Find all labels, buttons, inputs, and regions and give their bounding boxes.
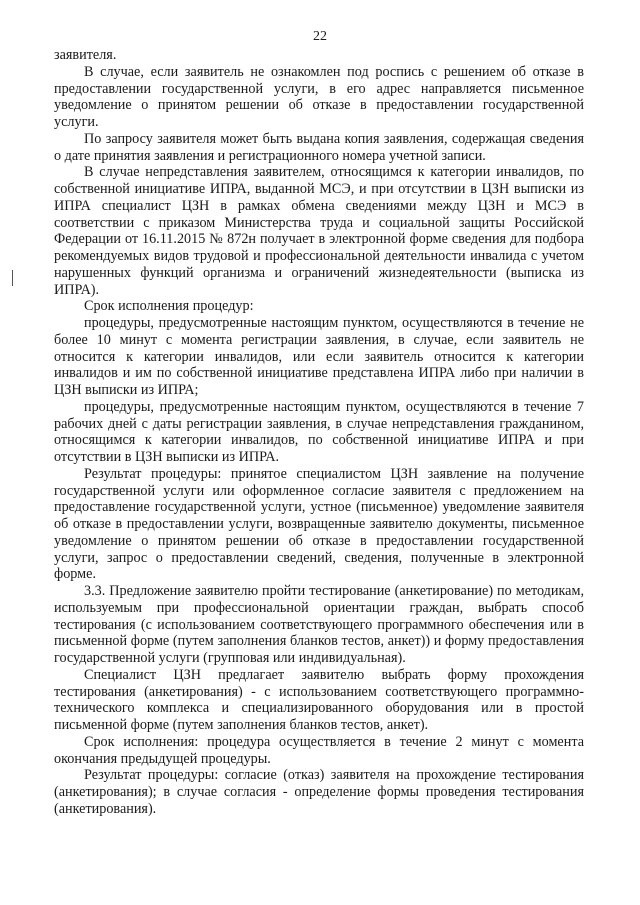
paragraph-refusal-notice: В случае, если заявитель не ознакомлен под роспись с решением об отказе в предоставлении государственной услуги, в его адрес направляется письменное уведомление о принятом решении об отказе в предоставлении государственной услуги. [54, 63, 584, 130]
paragraph-section-3-3: 3.3. Предложение заявителю пройти тестирование (анкетирование) по методикам, используемым при профессиональной ориентации граждан, выбрать способ тестирования (с использованием соответствующего программного обеспечения или в письменной форме (путем заполнения бланков тестов, анкет)) и форму предоставления государственной услуги (групповая или индивидуальная). [54, 583, 584, 666]
margin-mark [12, 270, 13, 286]
page-number: 22 [313, 29, 327, 44]
paragraph-deadline-10min: процедуры, предусмотренные настоящим пунктом, осуществляются в течение не более 10 минут с момента регистрации заявления, в случае, если заявитель не относится к категории инвалидов, или если заявитель относится к категории инвалидов и им по собственной инициативе представлена ИПРА либо при наличии в ЦЗН выписки из ИПРА; [54, 315, 584, 398]
paragraph-final-result: Результат процедуры: согласие (отказ) заявителя на прохождение тестирования (анкетирования); в случае согласия - определение формы проведения тестирования (анкетирования). [54, 767, 584, 817]
paragraph-continuation: заявителя. [54, 47, 117, 63]
paragraph-deadline-7days: процедуры, предусмотренные настоящим пунктом, осуществляются в течение 7 рабочих дней с даты регистрации заявления, в случае непредставления гражданином, относящимся к категории инвалидов, по собственной инициативе ИПРА и при отсутствии в ЦЗН выписки из ИПРА. [54, 398, 584, 465]
paragraph-result: Результат процедуры: принятое специалистом ЦЗН заявление на получение государственной услуги или оформленное согласие заявителя с предложением на предоставление государственной услуги, устное (письменное) уведомление заявителя об отказе в предоставлении услуги, возвращенные заявителю документы, письменное уведомление о принятом решении об отказе в предоставлении государственной услуги, запрос о предоставлении сведений, сведения, полученные в электронной форме. [54, 465, 584, 583]
paragraph-form-choice: Специалист ЦЗН предлагает заявителю выбрать форму прохождения тестирования (анкетирования) - с использованием соответствующего программно-технического комплекса и специализированного оборудования или в простой письменной форме (путем заполнения бланков тестов, анкет). [54, 666, 584, 733]
paragraph-ipra: В случае непредставления заявителем, относящимся к категории инвалидов, по собственной инициативе ИПРА, выданной МСЭ, и при отсутствии в ЦЗН выписки из ИПРА специалист ЦЗН в рамках обмена сведениями между ЦЗН и МСЭ в соответствии с приказом Министерства труда и социальной защиты Российской Федерации от 16.11.2015 № 872н получает в электронной форме сведения для подбора рекомендуемых видов трудовой и профессиональной деятельности инвалида с учетом нарушенных функций организма и ограничений жизнедеятельности (выписка из ИПРА). [54, 164, 584, 298]
document-body [54, 47, 584, 818]
paragraph-deadline-2min: Срок исполнения: процедура осуществляется в течение 2 минут с момента окончания предыдущей процедуры. [54, 733, 584, 767]
paragraph-copy-request: По запросу заявителя может быть выдана копия заявления, содержащая сведения о дате принятия заявления и регистрационного номера учетной записи. [54, 130, 584, 164]
paragraph-deadline-heading: Срок исполнения процедур: [84, 298, 254, 315]
